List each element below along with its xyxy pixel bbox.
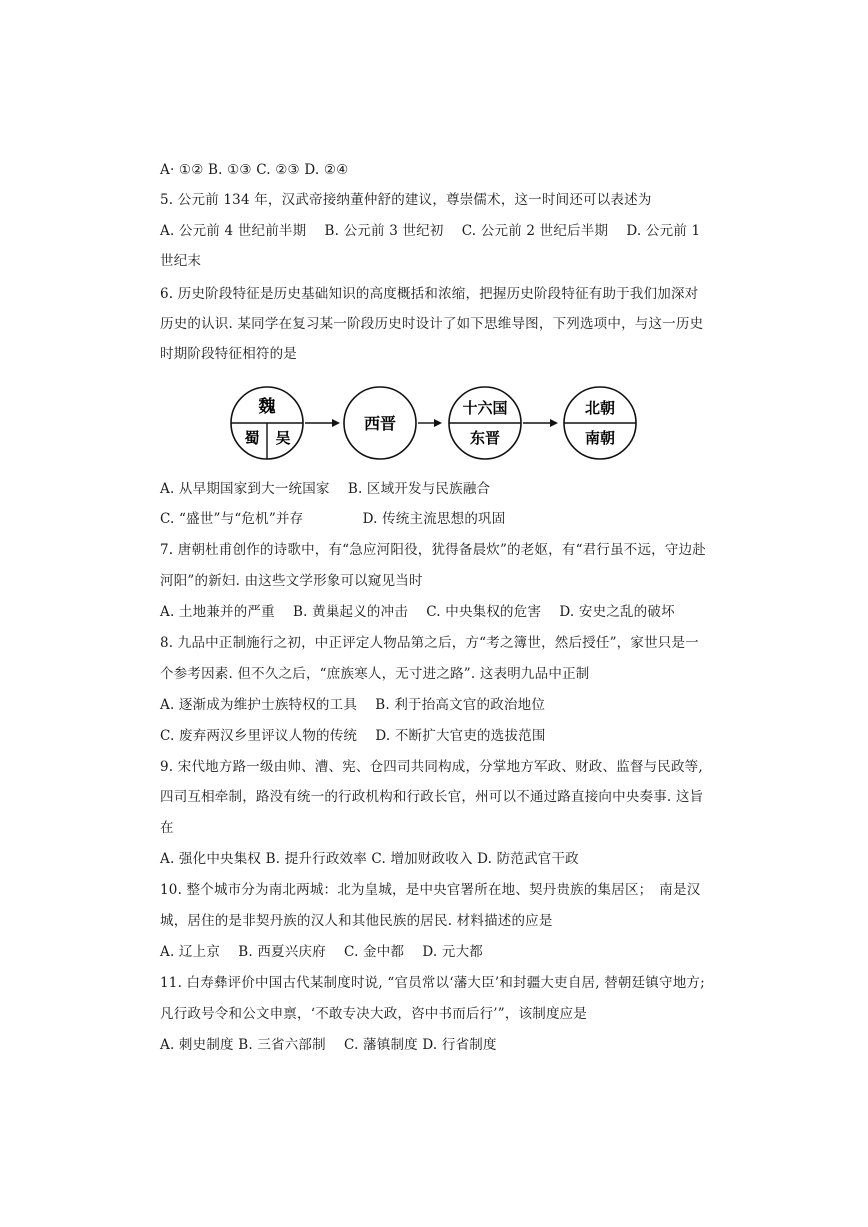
arrow-3 bbox=[523, 419, 558, 427]
label-eastern-jin: 东晋 bbox=[469, 429, 501, 447]
prev-question-options: A· ①② B. ①③ C. ②③ D. ②④ bbox=[160, 162, 349, 178]
question-5-options-line1: A. 公元前 4 世纪前半期 B. 公元前 3 世纪初 C. 公元前 2 世纪后半期 D. 公元前 1 bbox=[160, 223, 701, 239]
label-northern-dynasties: 北朝 bbox=[584, 399, 616, 417]
question-6-options-line2: C. “盛世”与“危机”并存 D. 传统主流思想的巩固 bbox=[160, 511, 506, 527]
question-7-options: A. 土地兼并的严重 B. 黄巢起义的冲击 C. 中央集权的危害 D. 安史之乱的破坏 bbox=[160, 604, 675, 620]
question-9-stem-line3: 在 bbox=[160, 820, 174, 836]
question-11-stem-line2: 凡行政号令和公文申禀，‘不敢专决大政，咨中书而后行’”，该制度应是 bbox=[160, 1006, 588, 1022]
question-7-stem-line2: 河阳”的新妇. 由这些文学形象可以窥见当时 bbox=[160, 573, 423, 589]
question-7-stem-line1: 7. 唐朝杜甫创作的诗歌中，有“急应河阳役，犹得备晨炊”的老妪，有“君行虽不远，守边赴 bbox=[160, 542, 706, 558]
question-5-options-line2: 世纪末 bbox=[160, 253, 202, 269]
question-11-stem-line1: 11. 白寿彝评价中国古代某制度时说, “官员常以‘藩大臣’和封疆大吏自居, 替朝廷镇守地方; bbox=[160, 975, 705, 991]
question-9-stem-line1: 9. 宋代地方路一级由帅、漕、宪、仓四司共同构成，分掌地方军政、财政、监督与民政等, bbox=[160, 759, 703, 775]
question-8-stem-line2: 个参考因素. 但不久之后，“庶族寒人，无寸进之路”. 这表明九品中正制 bbox=[160, 666, 590, 682]
question-6-stem-line1: 6. 历史阶段特征是历史基础知识的高度概括和浓缩，把握历史阶段特征有助于我们加深对 bbox=[160, 286, 699, 302]
question-10-stem-line1: 10. 整个城市分为南北两城：北为皇城，是中央官署所在地、契丹贵族的集居区； 南是汉 bbox=[160, 882, 701, 898]
label-shu: 蜀 bbox=[244, 429, 260, 447]
question-6-options-line1: A. 从早期国家到大一统国家 B. 区域开发与民族融合 bbox=[160, 481, 491, 497]
label-western-jin: 西晋 bbox=[363, 414, 397, 433]
circle-wei-shu-wu bbox=[231, 387, 303, 459]
question-9-options: A. 强化中央集权 B. 提升行政效率 C. 增加财政收入 D. 防范武官干政 bbox=[160, 851, 579, 867]
arrow-2 bbox=[418, 419, 442, 427]
question-5-stem: 5. 公元前 134 年，汉武帝接纳董仲舒的建议，尊崇儒术，这一时间还可以表述为 bbox=[160, 192, 652, 208]
question-6-stem-line3: 时期阶段特征相符的是 bbox=[160, 346, 297, 362]
label-southern-dynasties: 南朝 bbox=[584, 429, 616, 447]
label-sixteen-kingdoms: 十六国 bbox=[462, 399, 508, 417]
question-6-stem-line2: 历史的认识. 某同学在复习某一阶段历史时设计了如下思维导图，下列选项中，与这一历史 bbox=[160, 316, 704, 332]
question-8-options-line2: C. 废弃两汉乡里评议人物的传统 D. 不断扩大官吏的选拔范围 bbox=[160, 728, 546, 744]
circle-sixteen-kingdoms-eastern-jin bbox=[449, 387, 521, 459]
mind-map-diagram bbox=[230, 385, 650, 465]
label-wei: 魏 bbox=[258, 397, 276, 417]
circle-western-jin bbox=[344, 387, 416, 459]
question-8-stem-line1: 8. 九品中正制施行之初，中正评定人物品第之后，方“考之簿世，然后授任”，家世只是一 bbox=[160, 635, 699, 651]
arrow-1 bbox=[305, 419, 340, 427]
question-9-stem-line2: 四司互相牵制，路没有统一的行政机构和行政长官，州可以不通过路直接向中央奏事. 这旨 bbox=[160, 789, 704, 805]
question-11-options: A. 刺史制度 B. 三省六部制 C. 藩镇制度 D. 行省制度 bbox=[160, 1037, 497, 1053]
label-wu: 吴 bbox=[275, 429, 291, 447]
question-10-stem-line2: 城，居住的是非契丹族的汉人和其他民族的居民. 材料描述的应是 bbox=[160, 913, 553, 929]
circle-northern-southern-dynasties bbox=[564, 387, 636, 459]
question-8-options-line1: A. 逐渐成为维护士族特权的工具 B. 利于抬高文官的政治地位 bbox=[160, 697, 546, 713]
question-10-options: A. 辽上京 B. 西夏兴庆府 C. 金中都 D. 元大都 bbox=[160, 944, 483, 960]
